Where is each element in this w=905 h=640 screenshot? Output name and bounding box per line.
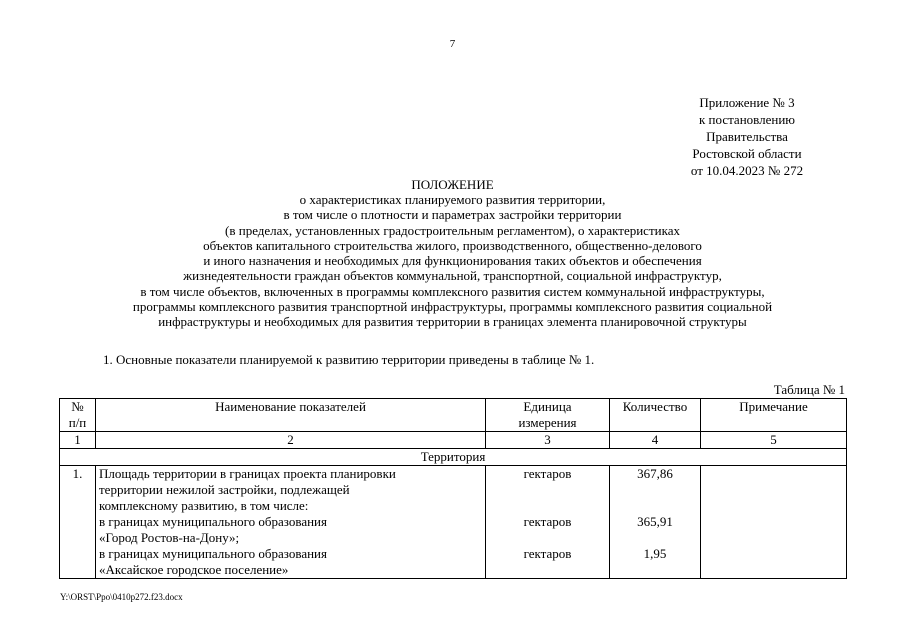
indicators-table	[59, 398, 847, 579]
column-number: 3	[486, 432, 610, 449]
subtitle-line: инфраструктуры и необходимых для развития территории в границах элемента планировочной структуры	[158, 314, 747, 330]
body-paragraph: 1. Основные показатели планируемой к развитию территории приведены в таблице № 1.	[103, 352, 595, 367]
row-unit: гектаров гектаров гектаров	[486, 466, 610, 579]
header-name: Наименование показателей	[96, 399, 486, 432]
document-subtitle	[40, 192, 865, 330]
column-number: 5	[701, 432, 847, 449]
column-number-row	[60, 432, 847, 449]
subtitle-line: программы комплексного развития транспортной инфраструктуры, программы комплексного развития социальной	[132, 299, 773, 315]
table-header-row	[60, 399, 847, 432]
appendix-line: Правительства	[706, 129, 788, 144]
subtitle-line: жизнедеятельности граждан объектов коммунальной, транспортной, социальной инфраструктур,	[183, 268, 722, 284]
subtitle-line: в том числе о плотности и параметрах застройки территории	[283, 207, 622, 223]
appendix-line: к постановлению	[698, 112, 796, 127]
header-num: № п/п	[60, 399, 96, 432]
table-row	[60, 466, 847, 579]
header-unit: Единица измерения	[486, 399, 610, 432]
row-name: Площадь территории в границах проекта планировки территории нежилой застройки, подлежащей комплексному развитию, в том числе: в границах муниципального образования «Город Ростов-на-Дону»; в границах муниципального образования «Аксайское городское поселение»	[96, 466, 486, 579]
subtitle-line: и иного назначения и необходимых для функционирования таких объектов и обеспечения	[203, 253, 702, 269]
section-title: Территория	[60, 449, 847, 466]
row-note	[701, 466, 847, 579]
header-note: Примечание	[701, 399, 847, 432]
subtitle-line: объектов капитального строительства жилого, производственного, общественно-делового	[203, 237, 702, 253]
subtitle-line: в том числе объектов, включенных в программы комплексного развития систем коммунальной инфраструктуры,	[140, 283, 765, 299]
row-quantity: 367,86 365,91 1,95	[610, 466, 701, 579]
file-path-footer: Y:\ORST\Ppo\0410p272.f23.docx	[60, 592, 183, 602]
section-row	[60, 449, 847, 466]
table-caption: Таблица № 1	[773, 382, 845, 397]
row-number: 1.	[60, 466, 96, 579]
appendix-line: от 10.04.2023 № 272	[690, 163, 804, 178]
appendix-line: Ростовской области	[692, 146, 802, 161]
appendix-header	[664, 94, 830, 179]
column-number: 4	[610, 432, 701, 449]
column-number: 2	[96, 432, 486, 449]
subtitle-line: о характеристиках планируемого развития территории,	[299, 192, 606, 207]
document-title: ПОЛОЖЕНИЕ	[411, 177, 494, 192]
appendix-line: Приложение № 3	[699, 95, 795, 110]
page-number: 7	[449, 38, 456, 50]
column-number: 1	[60, 432, 96, 449]
header-quantity: Количество	[610, 399, 701, 432]
subtitle-line: (в пределах, установленных градостроительным регламентом), о характеристиках	[225, 222, 680, 238]
